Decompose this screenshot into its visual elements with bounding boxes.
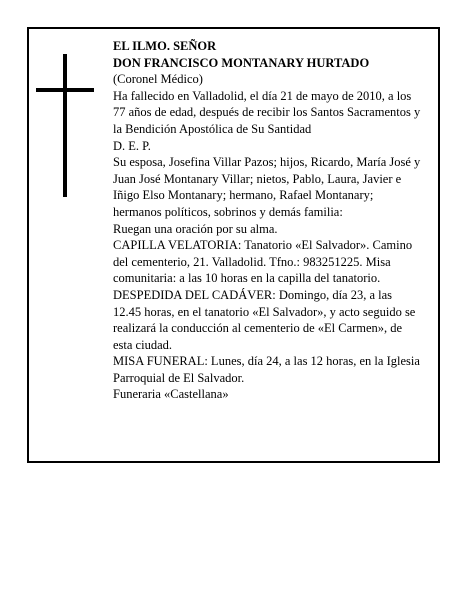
death-notice: Ha fallecido en Valladolid, el día 21 de mayo de 2010, a los 77 años de edad, después de recibir los Santos Sacramentos y la Bendición Apostólica de Su Santidad xyxy=(113,88,421,136)
deceased-name: DON FRANCISCO MONTANARY HURTADO xyxy=(113,55,370,70)
farewell-info: DESPEDIDA DEL CADÁVER: Domingo, día 23, a las 12.45 horas, en el tanatorio «El Salvador», y acto seguido se realizará la conducción al cementerio de «El Carmen», de esta ciudad. xyxy=(113,287,416,352)
funeral-mass-info: MISA FUNERAL: Lunes, día 24, a las 12 horas, en la Iglesia Parroquial de El Salvador. xyxy=(113,354,420,385)
funeral-home: Funeraria «Castellana» xyxy=(113,387,229,402)
cross-icon-crossbar xyxy=(36,88,94,92)
family-members: Su esposa, Josefina Villar Pazos; hijos, Ricardo, María José y Juan José Montanary Villar; nietos, Pablo, Laura, Javier e Iñigo Elso Montanary; hermano, Rafael Montanary; hermanos políticos, sobrinos y demás familia: xyxy=(113,155,421,219)
title-line-1: EL ILMO. SEÑOR xyxy=(113,39,217,53)
cross-icon xyxy=(63,54,67,197)
chapel-info: CAPILLA VELATORIA: Tanatorio «El Salvador». Camino del cementerio, 21. Valladolid. Tfno.: 983251225. Misa comunitaria: a las 10 horas en la capilla del tanatorio. xyxy=(113,238,413,286)
rest-in-peace: D. E. P. xyxy=(113,138,151,153)
prayer-request: Ruegan una oración por su alma. xyxy=(113,221,278,236)
obituary-text xyxy=(113,38,423,403)
deceased-rank: (Coronel Médico) xyxy=(113,72,203,87)
